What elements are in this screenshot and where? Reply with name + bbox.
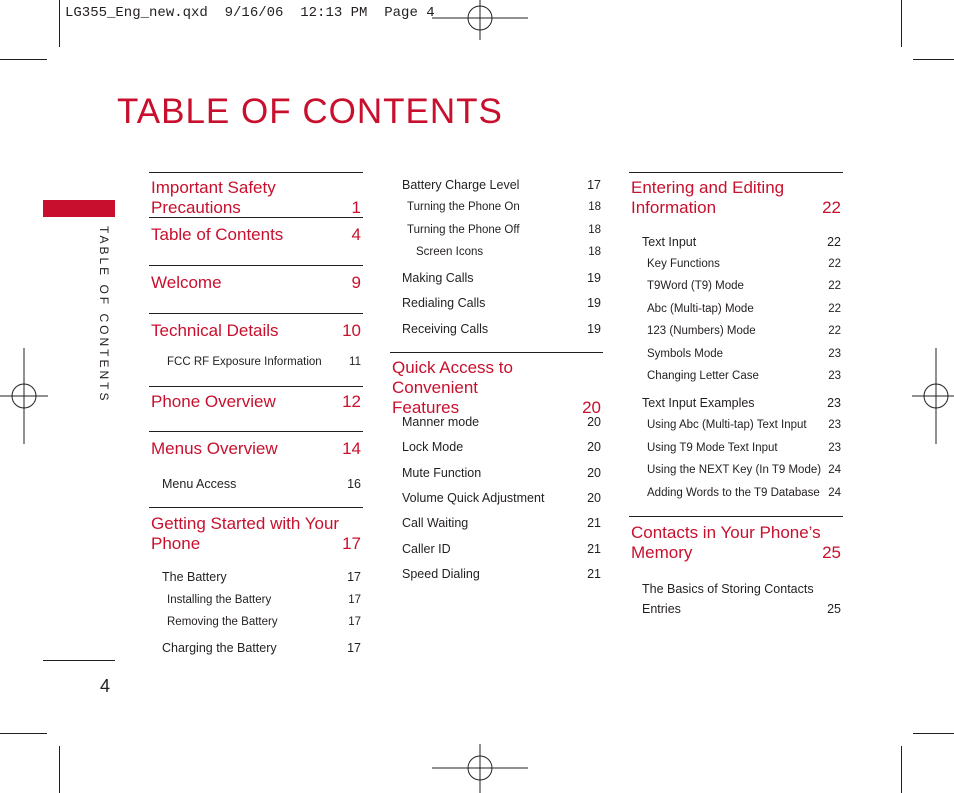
toc-column-2 (390, 172, 603, 612)
toc-heading[interactable]: Entering and Editing Information 22 (631, 178, 841, 217)
toc-entry[interactable]: Changing Letter Case 23 (647, 370, 841, 382)
toc-entry[interactable]: Abc (Multi-tap) Mode 22 (647, 303, 841, 315)
toc-section (149, 386, 363, 411)
toc-entry[interactable]: Removing the Battery 17 (167, 616, 361, 628)
toc-column-1 (149, 172, 363, 672)
page-number: 4 (100, 676, 111, 696)
page-number-rule (43, 660, 115, 661)
toc-entry[interactable]: Charging the Battery 17 (162, 641, 361, 655)
toc-entry[interactable]: FCC RF Exposure Information 11 (167, 356, 361, 368)
crop-mark (0, 733, 47, 734)
toc-heading[interactable]: Phone Overview 12 (151, 392, 361, 411)
toc-section (149, 265, 363, 292)
toc-entry[interactable]: 123 (Numbers) Mode 22 (647, 325, 841, 337)
toc-entry[interactable]: Turning the Phone On 18 (407, 201, 601, 213)
toc-section (149, 172, 363, 217)
crop-mark (913, 59, 954, 60)
registration-mark-icon (432, 744, 528, 793)
toc-entry[interactable]: T9Word (T9) Mode 22 (647, 280, 841, 292)
toc-column-3 (629, 172, 843, 622)
toc-heading[interactable]: Quick Access to Convenient Features 20 (392, 358, 601, 417)
side-label: TABLE OF CONTENTS (97, 226, 111, 404)
toc-entry[interactable]: Making Calls 19 (402, 271, 601, 285)
toc-entry[interactable]: Caller ID 21 (402, 542, 601, 556)
toc-heading[interactable]: Welcome 9 (151, 273, 361, 292)
toc-heading[interactable]: Menus Overview 14 (151, 439, 361, 458)
toc-section (390, 352, 603, 581)
crop-mark (59, 746, 60, 793)
page-title: TABLE OF CONTENTS (117, 92, 503, 131)
toc-section (149, 507, 363, 655)
toc-entry[interactable]: Manner mode 20 (402, 415, 601, 429)
toc-section (149, 217, 363, 244)
crop-mark (59, 0, 60, 47)
toc-entry[interactable]: Installing the Battery 17 (167, 594, 361, 606)
toc-entry[interactable]: Battery Charge Level 17 (402, 178, 601, 192)
toc-entry[interactable]: Menu Access 16 (162, 477, 361, 491)
registration-mark-icon (432, 0, 528, 40)
toc-entry[interactable]: Speed Dialing 21 (402, 567, 601, 581)
toc-entry[interactable]: Symbols Mode 23 (647, 348, 841, 360)
registration-mark-icon (912, 348, 954, 444)
toc-entry[interactable]: Lock Mode 20 (402, 440, 601, 454)
toc-entry[interactable]: Using the NEXT Key (In T9 Mode) 24 (647, 464, 841, 476)
toc-entry[interactable]: Adding Words to the T9 Database 24 (647, 487, 841, 499)
toc-entry[interactable]: Receiving Calls 19 (402, 322, 601, 336)
toc-heading[interactable]: Contacts in Your Phone’s Memory 25 (631, 523, 841, 562)
toc-entry[interactable]: Turning the Phone Off 18 (407, 224, 601, 236)
registration-mark-icon (0, 348, 48, 444)
toc-section (629, 172, 843, 499)
print-slug: LG355_Eng_new.qxd 9/16/06 12:13 PM Page 4 (65, 5, 435, 21)
crop-mark (0, 59, 47, 60)
toc-heading[interactable]: Technical Details 10 (151, 321, 361, 340)
toc-entry[interactable]: Call Waiting 21 (402, 516, 601, 530)
toc-section (149, 313, 363, 368)
toc-entry[interactable]: Using Abc (Multi-tap) Text Input 23 (647, 419, 841, 431)
toc-entry[interactable]: Using T9 Mode Text Input 23 (647, 442, 841, 454)
crop-mark (913, 733, 954, 734)
toc-entry[interactable]: Text Input 22 (642, 235, 841, 249)
crop-mark (901, 0, 902, 47)
toc-heading[interactable]: Table of Contents 4 (151, 225, 361, 244)
toc-heading[interactable]: Important Safety Precautions 1 (151, 178, 361, 217)
toc-heading[interactable]: Getting Started with Your Phone 17 (151, 514, 361, 553)
section-tab (43, 200, 115, 217)
toc-section (149, 431, 363, 491)
toc-entry[interactable]: Mute Function 20 (402, 466, 601, 480)
toc-section (629, 516, 843, 616)
toc-entry[interactable]: Key Functions 22 (647, 258, 841, 270)
crop-mark (901, 746, 902, 793)
toc-entry[interactable]: The Basics of Storing Contacts Entries 25 (642, 582, 841, 616)
toc-entry[interactable]: Screen Icons 18 (416, 246, 601, 258)
toc-entry[interactable]: Text Input Examples 23 (642, 396, 841, 410)
toc-entry[interactable]: The Battery 17 (162, 570, 361, 584)
toc-entry[interactable]: Redialing Calls 19 (402, 296, 601, 310)
toc-entry[interactable]: Volume Quick Adjustment 20 (402, 491, 601, 505)
